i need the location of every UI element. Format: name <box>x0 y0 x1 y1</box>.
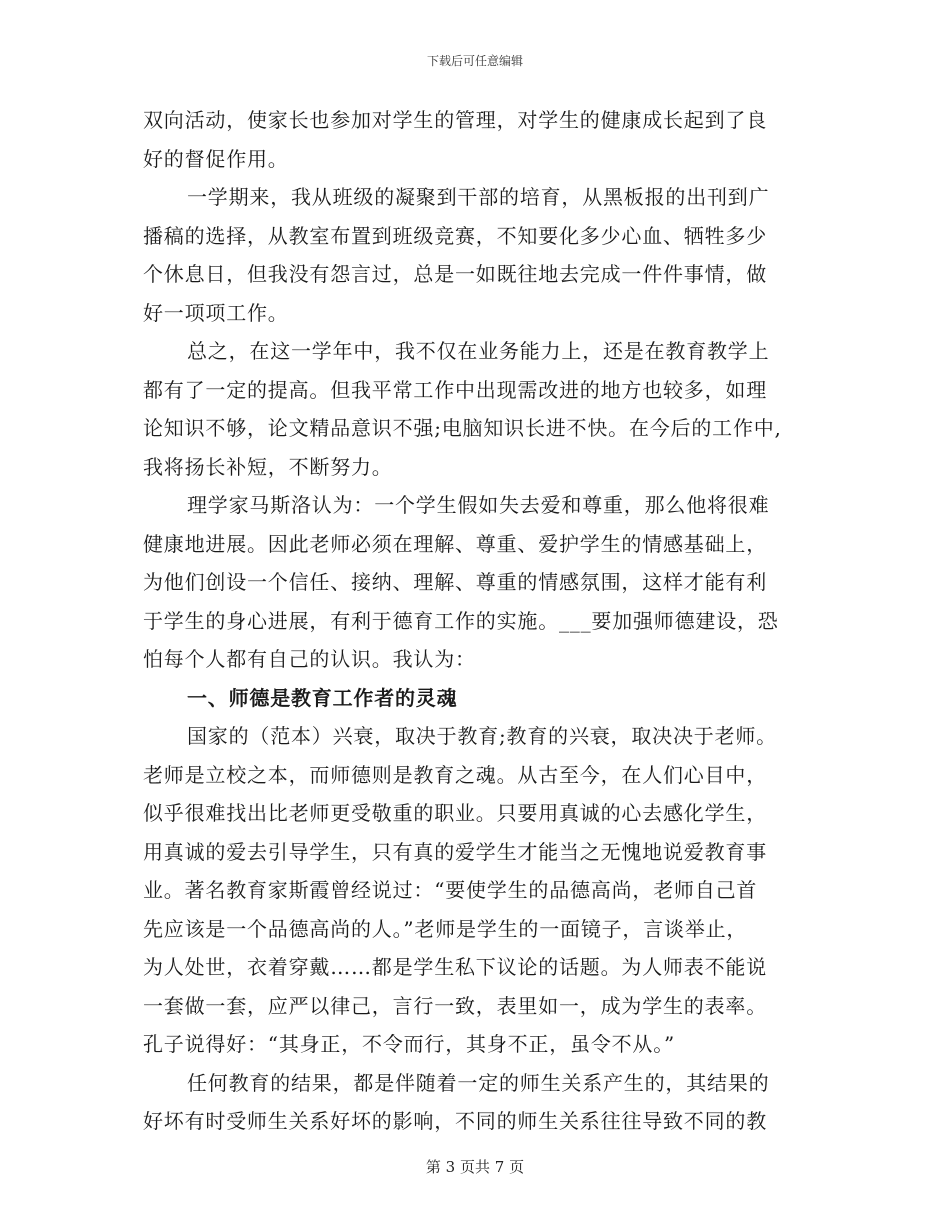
text-line: 国家的（范本）兴衰，取决于教育;教育的兴衰，取决决于老师。 <box>187 724 777 748</box>
text-line: 业。著名教育家斯霞曾经说过：“要使学生的品德高尚，老师自己首 <box>143 878 758 902</box>
text-line: 论知识不够，论文精品意识不强;电脑知识长进不快。在今后的工作中, <box>143 416 782 440</box>
text-line: 健康地进展。因此老师必须在理解、尊重、爱护学生的情感基础上， <box>143 531 767 556</box>
text-line: 个休息日，但我没有怨言过，总是一如既往地去完成一件件事情，做 <box>143 262 767 286</box>
text-line: 播稿的选择，从教室布置到班级竞赛，不知要化多少心血、牺牲多少 <box>143 223 767 248</box>
text-line: 一学期来，我从班级的凝聚到干部的培育，从黑板报的出刊到广 <box>187 185 770 209</box>
text-line: 用真诚的爱去引导学生，只有真的爱学生才能当之无愧地说爱教育事 <box>143 839 767 864</box>
document-body <box>143 101 813 1141</box>
page-footer: 第 3 页共 7 页 <box>425 1158 525 1176</box>
text-line: 先应该是一个品德高尚的人。”老师是学生的一面镜子，言谈举止， <box>143 916 748 941</box>
text-line: 似乎很难找出比老师更受敬重的职业。只要用真诚的心去感化学生， <box>143 801 767 825</box>
text-line: 老师是立校之本，而师德则是教育之魂。从古至今，在人们心目中， <box>143 762 767 787</box>
text-line: 任何教育的结果，都是伴随着一定的师生关系产生的，其结果的 <box>187 1070 770 1095</box>
text-line: 于学生的身心进展，有利于德育工作的实施。___要加强师德建设，恐 <box>143 608 779 633</box>
text-line: 双向活动，使家长也参加对学生的管理，对学生的健康成长起到了良 <box>143 108 767 132</box>
text-line: 好一项项工作。 <box>143 300 289 325</box>
text-line: 一套做一套，应严以律己，言行一致，表里如一，成为学生的表率。 <box>143 993 767 1018</box>
text-line: 怕每个人都有自己的认识。我认为： <box>143 647 476 671</box>
section-heading: 一、师德是教育工作者的灵魂 <box>187 685 458 710</box>
text-line: 好的督促作用。 <box>143 146 289 171</box>
page-header: 下载后可任意编辑 <box>426 54 523 68</box>
text-line: 为人处世，衣着穿戴……都是学生私下议论的话题。为人师表不能说 <box>143 955 767 979</box>
text-line: 为他们创设一个信任、接纳、理解、尊重的情感氛围，这样才能有利 <box>143 570 767 594</box>
text-line: 总之，在这一学年中，我不仅在业务能力上，还是在教育教学上 <box>187 339 770 363</box>
text-line: 孔子说得好：“其身正，不令而行，其身不正，虽令不从。” <box>143 1032 676 1056</box>
text-line: 好坏有时受师生关系好坏的影响，不同的师生关系往往导致不同的教 <box>143 1109 767 1133</box>
text-line: 理学家马斯洛认为：一个学生假如失去爱和尊重，那么他将很难 <box>187 493 770 517</box>
text-line: 都有了一定的提高。但我平常工作中出现需改进的地方也较多，如理 <box>143 377 767 402</box>
text-line: 我将扬长补短，不断努力。 <box>143 454 393 479</box>
